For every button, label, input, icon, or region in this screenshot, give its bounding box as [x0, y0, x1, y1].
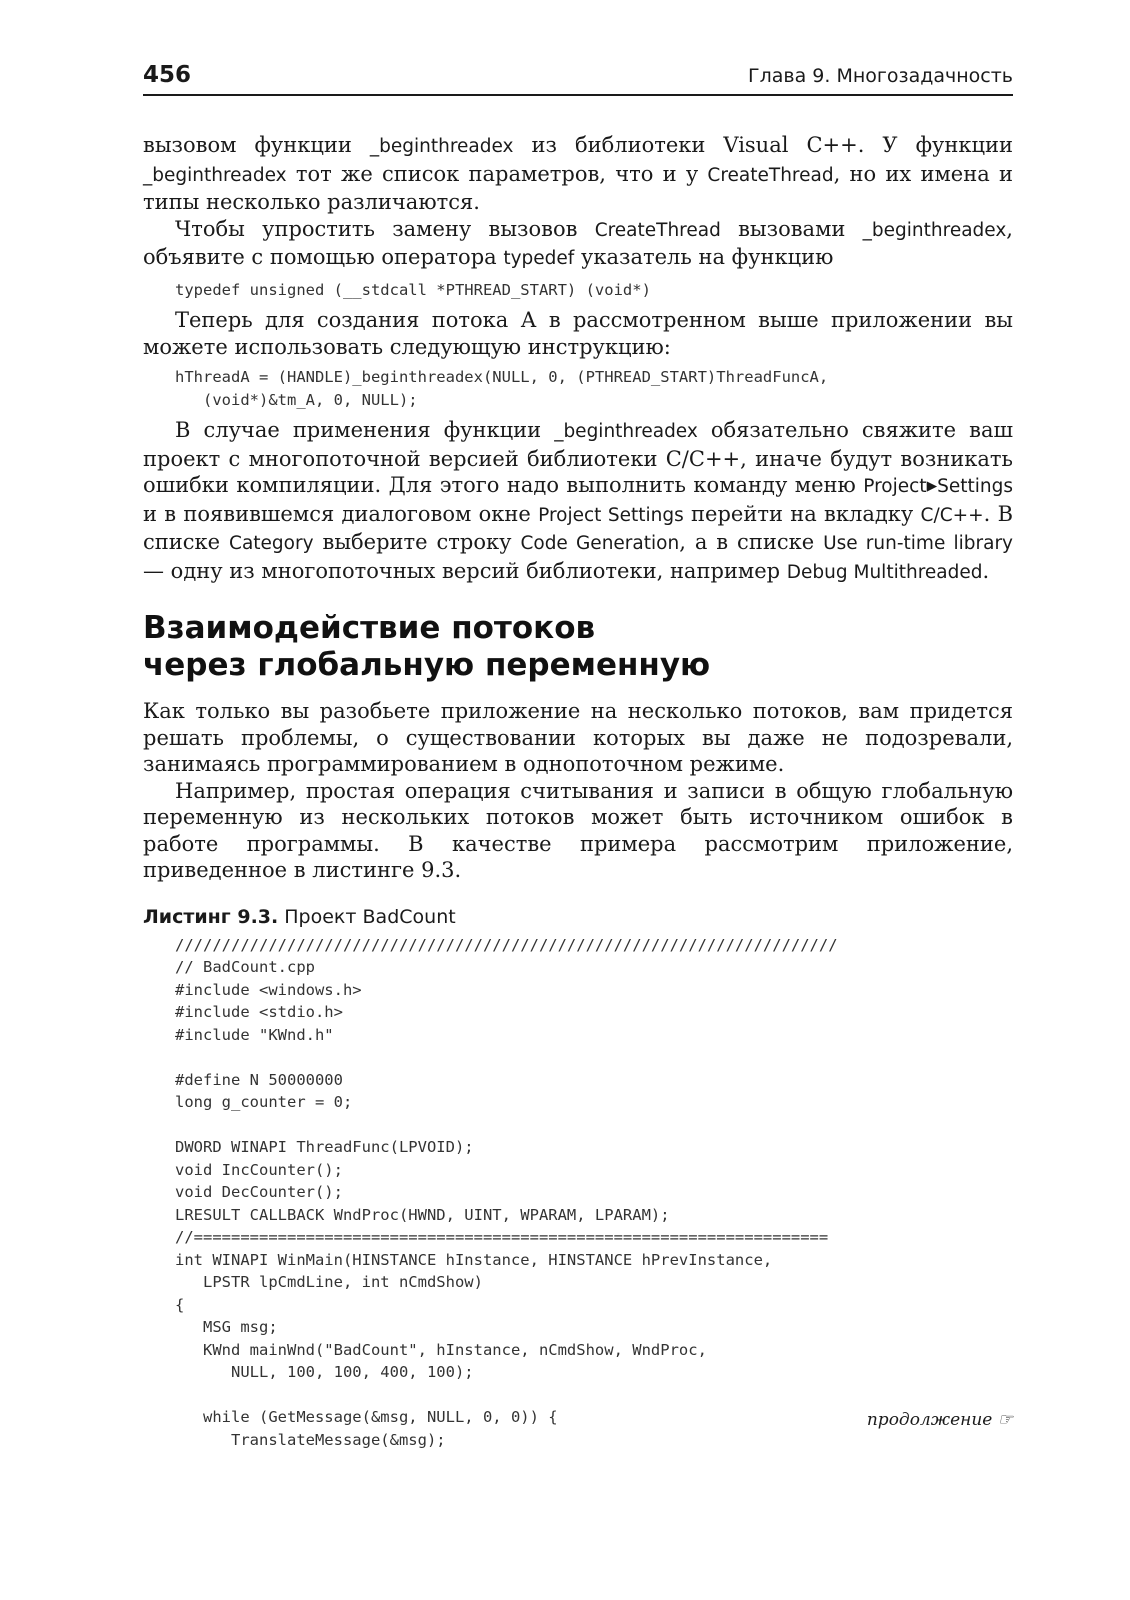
- continuation-note: продолжение ☞: [866, 1410, 1013, 1430]
- menu-arrow-icon: ▸: [926, 473, 938, 497]
- paragraph: Чтобы упростить замену вызовов CreateThread вызовами _beginthreadex, объявите с помощью оператора typedef указатель на функцию: [143, 216, 1013, 269]
- page-body: [143, 132, 1013, 1457]
- code-block: hThreadA = (HANDLE)_beginthreadex(NULL, 0, (PTHREAD_START)ThreadFuncA, (void*)&tm_A, 0, NULL);: [175, 368, 829, 409]
- paragraph: В случае применения функции _beginthreadex обязательно свяжите ваш проект с многопоточной версией библиотеки C/C++, иначе будут возникать ошибки компиляции. Для этого надо выполнить команду меню Project▸Settings и в появившемся диалоговом окне Project Settings перейти на вкладку C/C++. В списке Category выберите строку Code Generation, а в списке Use run-time library — одну из многопоточных версий библиотеки, например Debug Multithreaded.: [143, 418, 1014, 583]
- listing-caption: Листинг 9.3. Проект BadCount: [143, 905, 456, 928]
- section-heading: Взаимодействие потоков через глобальную переменную: [143, 610, 711, 683]
- paragraph: Например, простая операция считывания и записи в общую глобальную переменную из нескольких потоков может быть источником ошибок в работе программы. В качестве примера рассмотрим приложение, приведенное в листинге 9.3.: [143, 778, 1013, 882]
- book-page: [143, 0, 1013, 1600]
- paragraph: Теперь для создания потока А в рассмотренном выше приложении вы можете использовать следующую инструкцию:: [143, 308, 1013, 359]
- listing-code: /////////////////////////////////////////////////////////////////////// // BadCount.cpp #include <windows.h> #include <stdio.h> #include "KWnd.h" #define N 50000000 long g_counter = 0; DWORD WINAPI ThreadFunc(LPVOID); void IncCounter(); void DecCounter(); LRESULT CALLBACK WndProc(HWND, UINT, WPARAM, LPARAM); //==================================================================== int WINAPI WinMain(HINSTANCE hInstance, HINSTANCE hPrevInstance, LPSTR lpCmdLine, int nCmdShow) { MSG msg; KWnd mainWnd("BadCount", hInstance, nCmdShow, WndProc, NULL, 100, 100, 400, 100); while (GetMessage(&msg, NULL, 0, 0)) { TranslateMessage(&msg);: [175, 935, 838, 1449]
- page-header: [143, 60, 1013, 96]
- chapter-title: Глава 9. Многозадачность: [748, 65, 1013, 87]
- page-number: 456: [143, 62, 192, 88]
- paragraph: Как только вы разобьете приложение на несколько потоков, вам придется решать проблемы, о существовании которых вы даже не подозревали, занимаясь программированием в однопоточном режиме.: [143, 699, 1013, 776]
- paragraph: вызовом функции _beginthreadex из библиотеки Visual C++. У функции _beginthreadex тот же список параметров, что и у CreateThread, но их имена и типы несколько различаются.: [143, 133, 1013, 214]
- code-block: typedef unsigned (__stdcall *PTHREAD_START) (void*): [175, 280, 651, 299]
